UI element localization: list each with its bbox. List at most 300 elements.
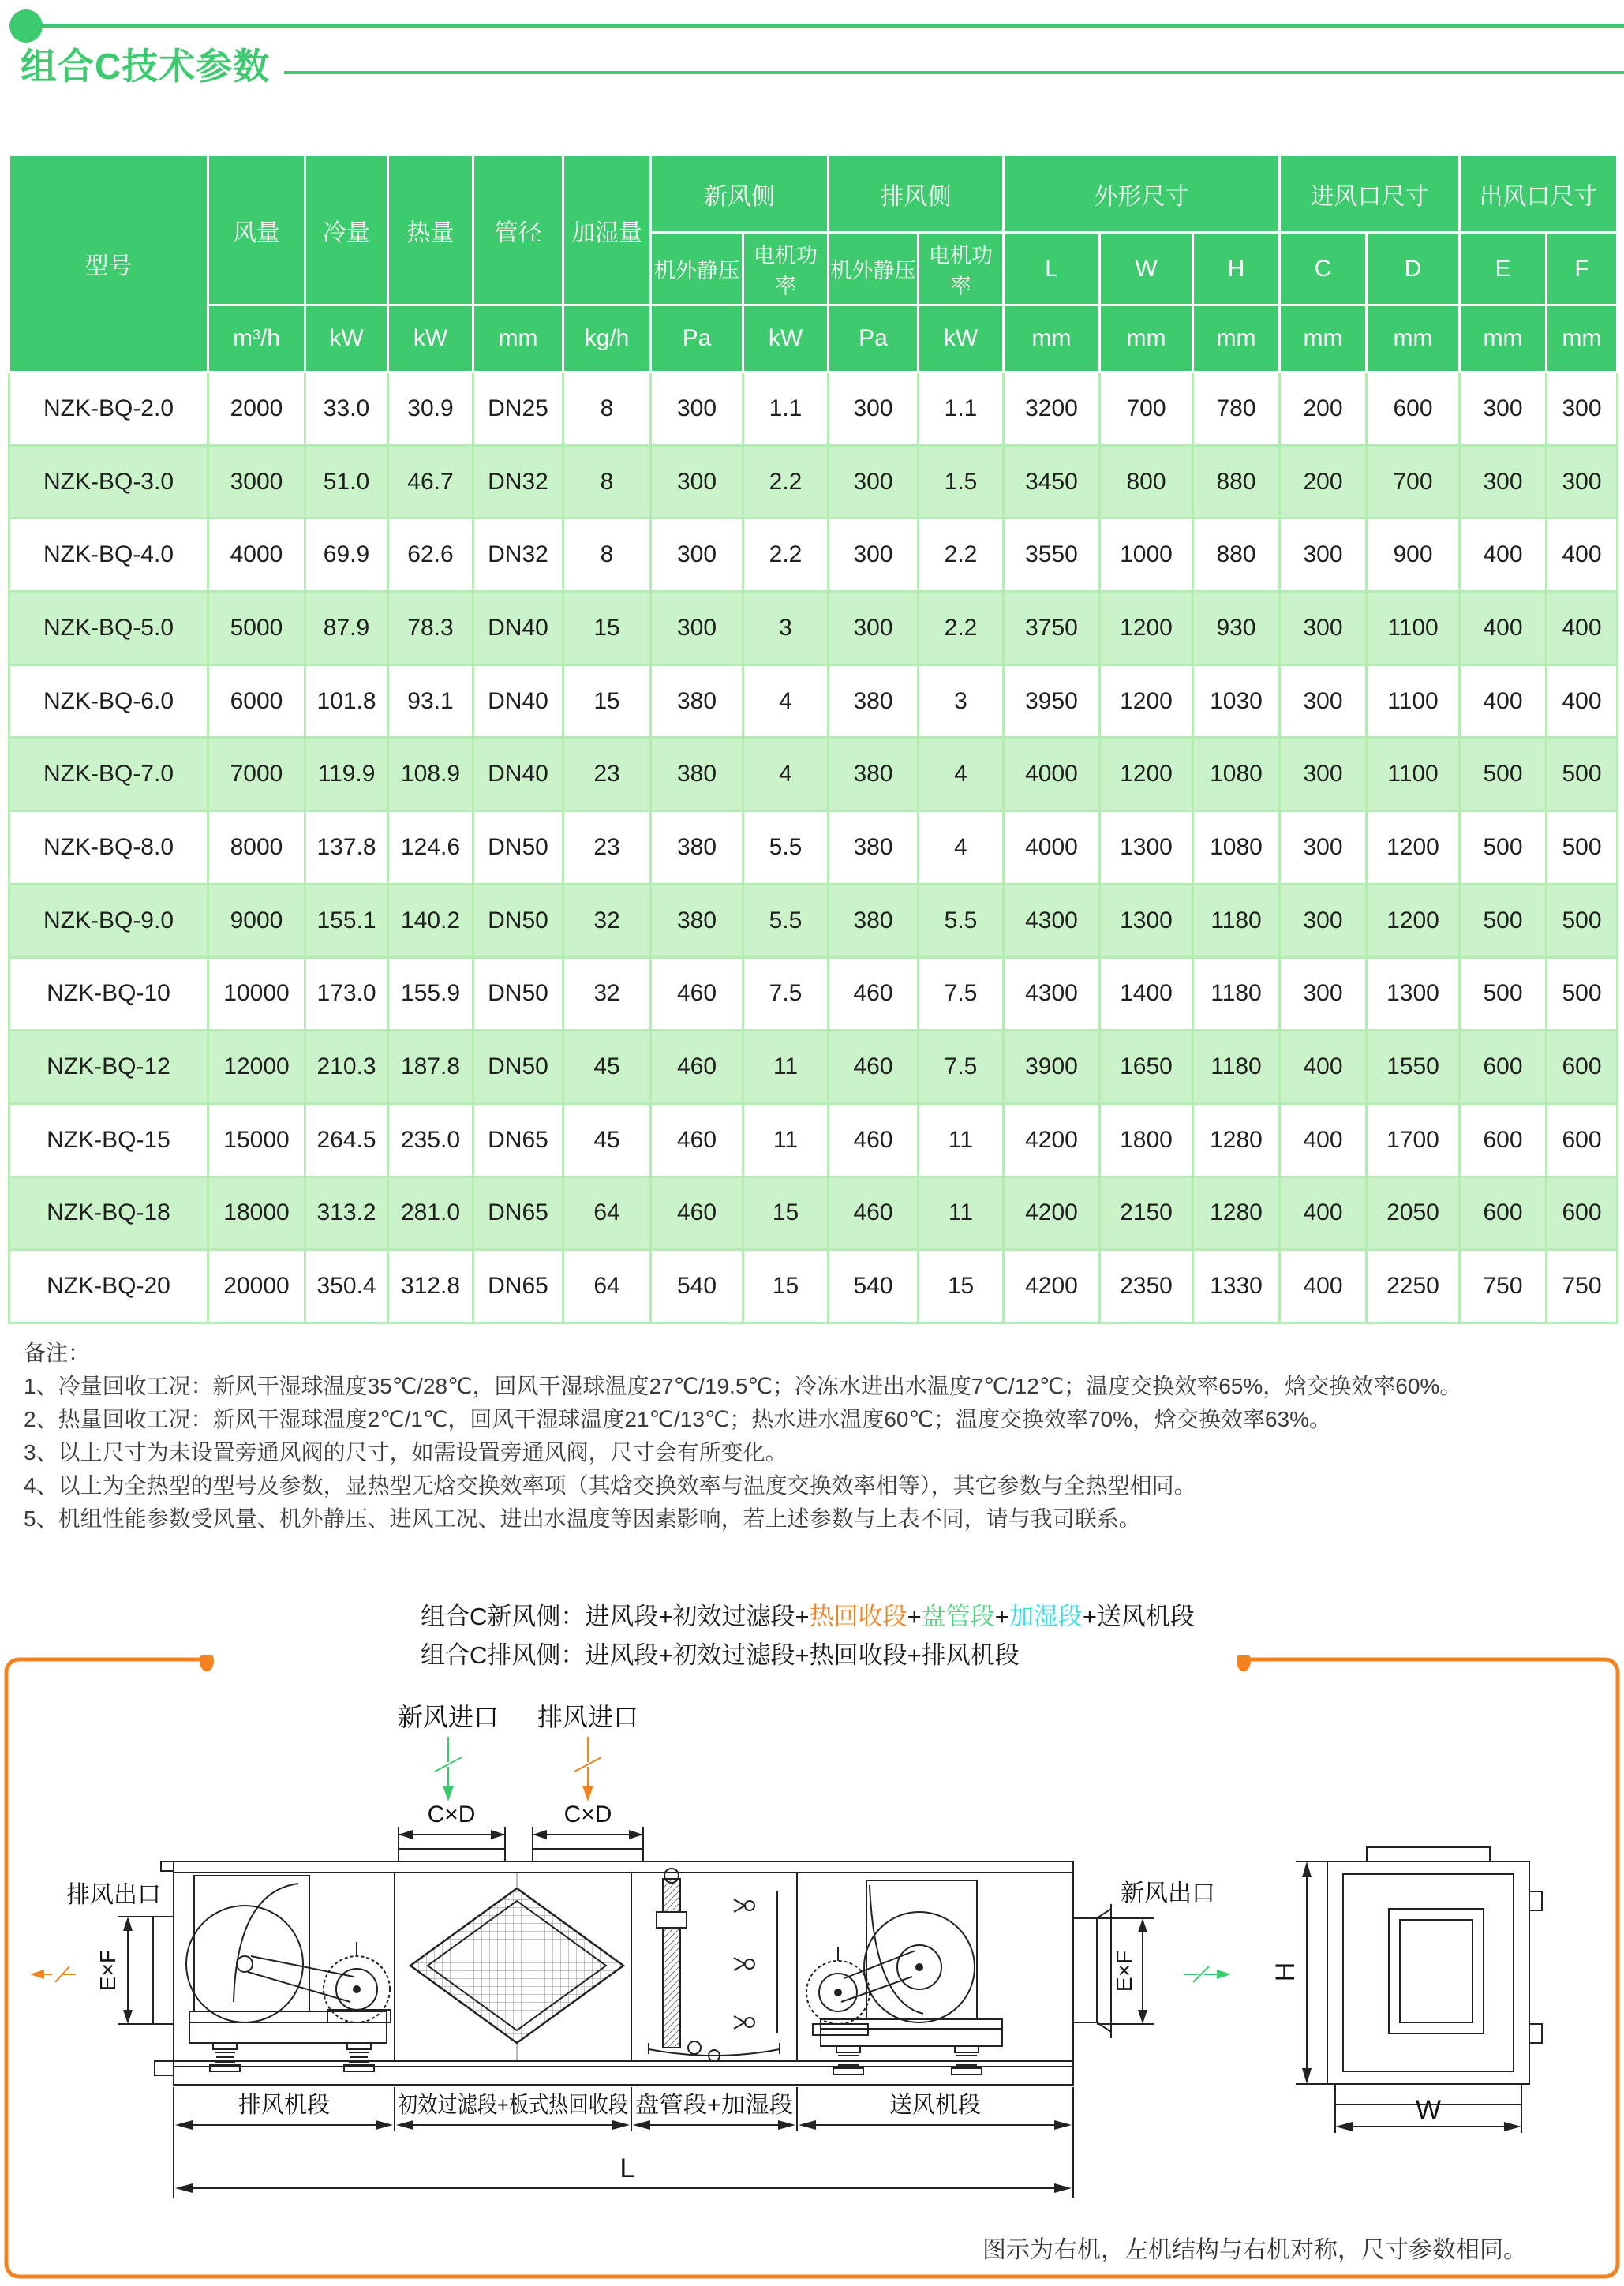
value-cell: 460 xyxy=(651,1103,743,1177)
note-item: 3、以上尺寸为未设置旁通风阀的尺寸，如需设置旁通风阀，尺寸会有所变化。 xyxy=(24,1440,788,1465)
unit-exhaust-motor: kW xyxy=(919,305,1004,372)
value-cell: DN65 xyxy=(473,1103,563,1177)
unit-e: mm xyxy=(1460,305,1547,372)
col-exhaust-motor: 电机功率 xyxy=(919,233,1004,305)
value-cell: 1650 xyxy=(1100,1031,1193,1104)
value-cell: DN32 xyxy=(473,518,563,592)
value-cell: 300 xyxy=(651,518,743,592)
value-cell: 4300 xyxy=(1004,884,1100,957)
value-cell: 1330 xyxy=(1193,1250,1280,1323)
value-cell: 15 xyxy=(563,592,651,665)
value-cell: 9000 xyxy=(208,884,305,957)
section-label-coil-humid: 盘管段+加湿段 xyxy=(635,2093,786,2118)
value-cell: 15 xyxy=(743,1250,829,1323)
unit-humid: kg/h xyxy=(563,305,651,372)
value-cell: 1200 xyxy=(1100,664,1193,738)
value-cell: 380 xyxy=(651,811,743,885)
value-cell: 400 xyxy=(1280,1177,1367,1250)
unit-heating: kW xyxy=(388,305,473,372)
unit-c: mm xyxy=(1280,305,1367,372)
col-d: D xyxy=(1367,233,1460,305)
value-cell: 2.2 xyxy=(919,592,1004,665)
exhaust-outlet-label: 排风出口 xyxy=(66,1882,161,1908)
value-cell: 380 xyxy=(651,738,743,811)
value-cell: 62.6 xyxy=(388,518,473,592)
humidifier-section xyxy=(649,1869,780,2061)
cxd-label: C×D xyxy=(427,1801,476,1828)
value-cell: 500 xyxy=(1460,738,1547,811)
value-cell: 4 xyxy=(919,738,1004,811)
top-accent-line xyxy=(39,24,1624,28)
value-cell: 300 xyxy=(1280,592,1367,665)
col-l: L xyxy=(1004,233,1100,305)
value-cell: 300 xyxy=(1547,372,1618,446)
value-cell: 4200 xyxy=(1004,1103,1100,1177)
value-cell: 23 xyxy=(563,811,651,885)
page-title: 组合C技术参数 xyxy=(21,46,271,87)
composition-segment: +送风机段 xyxy=(1082,1603,1195,1630)
value-cell: 400 xyxy=(1280,1103,1367,1177)
exhaust-outlet-arrow-icon xyxy=(30,1966,76,1982)
value-cell: 46.7 xyxy=(388,445,473,518)
model-cell: NZK-BQ-20 xyxy=(9,1250,208,1323)
value-cell: 300 xyxy=(1280,738,1367,811)
value-cell: 2150 xyxy=(1100,1177,1193,1250)
col-w: W xyxy=(1100,233,1193,305)
composition-segment: + xyxy=(907,1603,922,1630)
col-e: E xyxy=(1460,233,1547,305)
value-cell: 51.0 xyxy=(305,445,388,518)
value-cell: 1700 xyxy=(1367,1103,1460,1177)
plate-heat-exchanger xyxy=(410,1888,623,2043)
value-cell: 500 xyxy=(1460,884,1547,957)
value-cell: 45 xyxy=(563,1031,651,1104)
unit-w: mm xyxy=(1100,305,1193,372)
value-cell: 460 xyxy=(651,1031,743,1104)
table-row xyxy=(9,811,1618,885)
unit-fresh-static: Pa xyxy=(651,305,743,372)
value-cell: 460 xyxy=(651,957,743,1031)
table-row xyxy=(9,518,1618,592)
value-cell: 1180 xyxy=(1193,957,1280,1031)
col-cooling: 冷量 xyxy=(305,155,388,305)
value-cell: 8 xyxy=(563,372,651,446)
value-cell: 380 xyxy=(829,738,919,811)
group-fresh-side: 新风侧 xyxy=(651,155,829,233)
model-cell: NZK-BQ-7.0 xyxy=(9,738,208,811)
unit-cooling: kW xyxy=(305,305,388,372)
fresh-outlet-label: 新风出口 xyxy=(1121,1880,1215,1906)
value-cell: 500 xyxy=(1547,884,1618,957)
group-outlet-dims: 出风口尺寸 xyxy=(1460,155,1618,233)
fresh-inlet-collar xyxy=(399,1849,505,1861)
value-cell: 64 xyxy=(563,1250,651,1323)
value-cell: DN25 xyxy=(473,372,563,446)
value-cell: 500 xyxy=(1547,957,1618,1031)
fresh-inlet-label: 新风进口 xyxy=(397,1703,500,1731)
unit-l: mm xyxy=(1004,305,1100,372)
model-cell: NZK-BQ-15 xyxy=(9,1103,208,1177)
value-cell: 4200 xyxy=(1004,1250,1100,1323)
value-cell: DN50 xyxy=(473,1031,563,1104)
unit-f: mm xyxy=(1547,305,1618,372)
value-cell: 400 xyxy=(1460,664,1547,738)
value-cell: DN65 xyxy=(473,1177,563,1250)
value-cell: 4000 xyxy=(208,518,305,592)
value-cell: 69.9 xyxy=(305,518,388,592)
value-cell: 900 xyxy=(1367,518,1460,592)
exf-dimension-left xyxy=(118,1917,174,2024)
l-dimension-label: L xyxy=(619,2153,635,2183)
h-dimension xyxy=(1296,1861,1327,2084)
value-cell: 300 xyxy=(1280,884,1367,957)
value-cell: 7.5 xyxy=(919,957,1004,1031)
value-cell: 1800 xyxy=(1100,1103,1193,1177)
cxd-label: C×D xyxy=(563,1801,612,1828)
value-cell: 1300 xyxy=(1367,957,1460,1031)
value-cell: 500 xyxy=(1547,738,1618,811)
value-cell: 380 xyxy=(829,884,919,957)
value-cell: 400 xyxy=(1280,1250,1367,1323)
unit-fresh-motor: kW xyxy=(743,305,829,372)
value-cell: DN65 xyxy=(473,1250,563,1323)
value-cell: 400 xyxy=(1547,592,1618,665)
table-row xyxy=(9,1031,1618,1104)
value-cell: 2.2 xyxy=(743,445,829,518)
value-cell: 5000 xyxy=(208,592,305,665)
value-cell: 1.1 xyxy=(919,372,1004,446)
value-cell: 11 xyxy=(743,1103,829,1177)
value-cell: 300 xyxy=(1280,664,1367,738)
composition-line1 xyxy=(421,1597,1195,1636)
value-cell: 3450 xyxy=(1004,445,1100,518)
value-cell: 700 xyxy=(1367,445,1460,518)
value-cell: 4000 xyxy=(1004,738,1100,811)
value-cell: 540 xyxy=(651,1250,743,1323)
value-cell: 30.9 xyxy=(388,372,473,446)
value-cell: 2.2 xyxy=(919,518,1004,592)
value-cell: 2250 xyxy=(1367,1250,1460,1323)
value-cell: 1280 xyxy=(1193,1177,1280,1250)
value-cell: 300 xyxy=(651,592,743,665)
composition-segment: 加湿段 xyxy=(1008,1603,1083,1630)
group-overall-dims: 外形尺寸 xyxy=(1004,155,1280,233)
value-cell: 300 xyxy=(829,372,919,446)
value-cell: DN50 xyxy=(473,957,563,1031)
value-cell: 600 xyxy=(1367,372,1460,446)
value-cell: 15000 xyxy=(208,1103,305,1177)
value-cell: 750 xyxy=(1460,1250,1547,1323)
value-cell: 155.9 xyxy=(388,957,473,1031)
cxd-dimension-right xyxy=(533,1827,643,1849)
value-cell: 23 xyxy=(563,738,651,811)
model-cell: NZK-BQ-12 xyxy=(9,1031,208,1104)
section-label-exhaust-fan: 排风机段 xyxy=(238,2093,331,2118)
composition-segment: + xyxy=(994,1603,1009,1630)
value-cell: 600 xyxy=(1460,1177,1547,1250)
value-cell: 3950 xyxy=(1004,664,1100,738)
value-cell: 32 xyxy=(563,884,651,957)
col-pipe: 管径 xyxy=(473,155,563,305)
table-row xyxy=(9,372,1618,446)
value-cell: 3000 xyxy=(208,445,305,518)
value-cell: 1.5 xyxy=(919,445,1004,518)
value-cell: 460 xyxy=(829,1103,919,1177)
model-cell: NZK-BQ-3.0 xyxy=(9,445,208,518)
value-cell: 600 xyxy=(1547,1031,1618,1104)
fresh-outlet-arrow-icon xyxy=(1184,1966,1231,1982)
value-cell: 780 xyxy=(1193,372,1280,446)
value-cell: 460 xyxy=(829,1031,919,1104)
value-cell: 33.0 xyxy=(305,372,388,446)
value-cell: 173.0 xyxy=(305,957,388,1031)
value-cell: 400 xyxy=(1280,1031,1367,1104)
group-exhaust-side: 排风侧 xyxy=(829,155,1004,233)
spray-nozzle-icon xyxy=(734,2016,754,2029)
value-cell: DN40 xyxy=(473,664,563,738)
col-fresh-static: 机外静压 xyxy=(651,233,743,305)
col-humid: 加湿量 xyxy=(563,155,651,305)
section-label-filter-recovery: 初效过滤段+板式热回收段 xyxy=(398,2093,663,2118)
title-underline xyxy=(284,71,1624,74)
value-cell: 1300 xyxy=(1100,811,1193,885)
spec-table-body xyxy=(9,372,1618,1323)
composition-segment: 热回收段 xyxy=(809,1603,907,1630)
value-cell: 5.5 xyxy=(743,884,829,957)
value-cell: 4 xyxy=(919,811,1004,885)
notes-block xyxy=(24,1337,1461,1536)
note-item: 2、热量回收工况：新风干湿球温度2℃/1℃，回风干湿球温度21℃/13℃；热水进水温度60℃；温度交换效率70%，焓交换效率63%。 xyxy=(24,1407,1332,1431)
value-cell: 18000 xyxy=(208,1177,305,1250)
value-cell: 140.2 xyxy=(388,884,473,957)
model-cell: NZK-BQ-4.0 xyxy=(9,518,208,592)
value-cell: 300 xyxy=(651,445,743,518)
value-cell: 300 xyxy=(1547,445,1618,518)
h-dimension-label: H xyxy=(1270,1962,1300,1982)
value-cell: 600 xyxy=(1547,1103,1618,1177)
value-cell: 4200 xyxy=(1004,1177,1100,1250)
col-heating: 热量 xyxy=(388,155,473,305)
value-cell: 1100 xyxy=(1367,664,1460,738)
model-cell: NZK-BQ-18 xyxy=(9,1177,208,1250)
value-cell: 300 xyxy=(1460,445,1547,518)
value-cell: 281.0 xyxy=(388,1177,473,1250)
value-cell: 3550 xyxy=(1004,518,1100,592)
value-cell: 312.8 xyxy=(388,1250,473,1323)
value-cell: 700 xyxy=(1100,372,1193,446)
value-cell: 20000 xyxy=(208,1250,305,1323)
value-cell: 300 xyxy=(1280,518,1367,592)
value-cell: 313.2 xyxy=(305,1177,388,1250)
model-cell: NZK-BQ-10 xyxy=(9,957,208,1031)
value-cell: 400 xyxy=(1547,664,1618,738)
value-cell: 880 xyxy=(1193,518,1280,592)
value-cell: 540 xyxy=(829,1250,919,1323)
value-cell: 93.1 xyxy=(388,664,473,738)
value-cell: DN32 xyxy=(473,445,563,518)
value-cell: 78.3 xyxy=(388,592,473,665)
value-cell: 3750 xyxy=(1004,592,1100,665)
exhaust-fan-assembly xyxy=(186,1876,391,2071)
value-cell: 1030 xyxy=(1193,664,1280,738)
value-cell: 880 xyxy=(1193,445,1280,518)
value-cell: 6000 xyxy=(208,664,305,738)
exhaust-inlet-collar xyxy=(533,1849,643,1861)
value-cell: 15 xyxy=(563,664,651,738)
value-cell: 15 xyxy=(743,1177,829,1250)
value-cell: DN40 xyxy=(473,738,563,811)
value-cell: 108.9 xyxy=(388,738,473,811)
value-cell: 750 xyxy=(1547,1250,1618,1323)
value-cell: 380 xyxy=(651,664,743,738)
value-cell: 7.5 xyxy=(743,957,829,1031)
value-cell: 264.5 xyxy=(305,1103,388,1177)
unit-d: mm xyxy=(1367,305,1460,372)
value-cell: 7.5 xyxy=(919,1031,1004,1104)
value-cell: 11 xyxy=(743,1031,829,1104)
value-cell: 400 xyxy=(1547,518,1618,592)
value-cell: 300 xyxy=(651,372,743,446)
table-row xyxy=(9,1177,1618,1250)
value-cell: 8 xyxy=(563,445,651,518)
value-cell: 1300 xyxy=(1100,884,1193,957)
value-cell: 600 xyxy=(1460,1031,1547,1104)
value-cell: 1100 xyxy=(1367,738,1460,811)
value-cell: 4 xyxy=(743,738,829,811)
value-cell: DN40 xyxy=(473,592,563,665)
table-row xyxy=(9,884,1618,957)
value-cell: 119.9 xyxy=(305,738,388,811)
table-row xyxy=(9,738,1618,811)
col-flow: 风量 xyxy=(208,155,305,305)
value-cell: 101.8 xyxy=(305,664,388,738)
value-cell: 1080 xyxy=(1193,738,1280,811)
spray-nozzle-icon xyxy=(734,1958,754,1970)
table-row xyxy=(9,592,1618,665)
value-cell: 64 xyxy=(563,1177,651,1250)
value-cell: 4 xyxy=(743,664,829,738)
value-cell: 300 xyxy=(1280,957,1367,1031)
value-cell: 45 xyxy=(563,1103,651,1177)
composition-block xyxy=(421,1597,1195,1674)
value-cell: 2000 xyxy=(208,372,305,446)
fresh-outlet-duct xyxy=(1073,1904,1111,2038)
value-cell: 1400 xyxy=(1100,957,1193,1031)
value-cell: 300 xyxy=(1280,811,1367,885)
value-cell: 930 xyxy=(1193,592,1280,665)
col-h: H xyxy=(1193,233,1280,305)
unit-base xyxy=(155,2061,1073,2085)
value-cell: 300 xyxy=(829,592,919,665)
table-row xyxy=(9,1250,1618,1323)
supply-fan-assembly xyxy=(806,1880,1002,2075)
diagram-frame xyxy=(6,1655,1618,2277)
value-cell: 600 xyxy=(1460,1103,1547,1177)
exhaust-inlet-label: 排风进口 xyxy=(537,1703,639,1731)
col-f: F xyxy=(1547,233,1618,305)
composition-segment: 组合C排风侧：进风段+初效过滤段+热回收段+排风机段 xyxy=(421,1641,1020,1669)
composition-line2 xyxy=(421,1636,1195,1674)
value-cell: 460 xyxy=(829,1177,919,1250)
value-cell: 12000 xyxy=(208,1031,305,1104)
value-cell: 4000 xyxy=(1004,811,1100,885)
fresh-inlet-arrow-icon xyxy=(435,1737,462,1801)
value-cell: 600 xyxy=(1547,1177,1618,1250)
value-cell: 187.8 xyxy=(388,1031,473,1104)
value-cell: 800 xyxy=(1100,445,1193,518)
col-exhaust-static: 机外静压 xyxy=(829,233,919,305)
value-cell: 1550 xyxy=(1367,1031,1460,1104)
col-c: C xyxy=(1280,233,1367,305)
value-cell: 11 xyxy=(919,1177,1004,1250)
value-cell: 300 xyxy=(829,445,919,518)
value-cell: 200 xyxy=(1280,372,1367,446)
value-cell: DN50 xyxy=(473,884,563,957)
unit-exhaust-static: Pa xyxy=(829,305,919,372)
value-cell: 15 xyxy=(919,1250,1004,1323)
value-cell: 380 xyxy=(829,664,919,738)
value-cell: 32 xyxy=(563,957,651,1031)
value-cell: 380 xyxy=(829,811,919,885)
model-cell: NZK-BQ-8.0 xyxy=(9,811,208,885)
unit-end-view xyxy=(1327,1847,1542,2105)
value-cell: 400 xyxy=(1460,592,1547,665)
value-cell: 1200 xyxy=(1367,811,1460,885)
value-cell: 1200 xyxy=(1100,592,1193,665)
model-cell: NZK-BQ-5.0 xyxy=(9,592,208,665)
exhaust-inlet-arrow-icon xyxy=(574,1737,601,1801)
value-cell: 1000 xyxy=(1100,518,1193,592)
note-item: 4、以上为全热型的型号及参数，显热型无焓交换效率项（其焓交换效率与温度交换效率相等），其它参数与全热型相同。 xyxy=(24,1473,1196,1498)
value-cell: 460 xyxy=(829,957,919,1031)
value-cell: 500 xyxy=(1460,957,1547,1031)
group-inlet-dims: 进风口尺寸 xyxy=(1280,155,1460,233)
note-item: 1、冷量回收工况：新风干湿球温度35℃/28℃，回风干湿球温度27℃/19.5℃；冷冻水进出水温度7℃/12℃；温度交换效率65%，焓交换效率60%。 xyxy=(24,1374,1462,1398)
value-cell: 2.2 xyxy=(743,518,829,592)
model-cell: NZK-BQ-9.0 xyxy=(9,884,208,957)
value-cell: 155.1 xyxy=(305,884,388,957)
value-cell: 500 xyxy=(1547,811,1618,885)
value-cell: 210.3 xyxy=(305,1031,388,1104)
value-cell: 460 xyxy=(651,1177,743,1250)
value-cell: 1080 xyxy=(1193,811,1280,885)
value-cell: 5.5 xyxy=(743,811,829,885)
value-cell: 8000 xyxy=(208,811,305,885)
unit-flow: m³/h xyxy=(208,305,305,372)
frame-dot-right-icon xyxy=(1237,1655,1251,1671)
section-label-supply-fan: 送风机段 xyxy=(889,2093,982,2118)
cxd-dimension-left xyxy=(399,1827,505,1849)
unit-pipe: mm xyxy=(473,305,563,372)
model-cell: NZK-BQ-2.0 xyxy=(9,372,208,446)
exhaust-outlet-duct xyxy=(153,1917,174,2024)
value-cell: 500 xyxy=(1460,811,1547,885)
table-row xyxy=(9,445,1618,518)
value-cell: 400 xyxy=(1460,518,1547,592)
unit-h: mm xyxy=(1193,305,1280,372)
value-cell: 1180 xyxy=(1193,1031,1280,1104)
value-cell: 1100 xyxy=(1367,592,1460,665)
value-cell: 350.4 xyxy=(305,1250,388,1323)
value-cell: 5.5 xyxy=(919,884,1004,957)
value-cell: 3 xyxy=(919,664,1004,738)
value-cell: 1200 xyxy=(1367,884,1460,957)
w-dimension-label: W xyxy=(1415,2095,1442,2125)
composition-segment: 盘管段 xyxy=(921,1603,995,1630)
diagram-caption: 图示为右机，左机结构与右机对称，尺寸参数相同。 xyxy=(982,2237,1527,2263)
note-item: 5、机组性能参数受风量、机外静压、进风工况、进出水温度等因素影响，若上述参数与上表不同，请与我司联系。 xyxy=(24,1506,1141,1531)
value-cell: 3900 xyxy=(1004,1031,1100,1104)
